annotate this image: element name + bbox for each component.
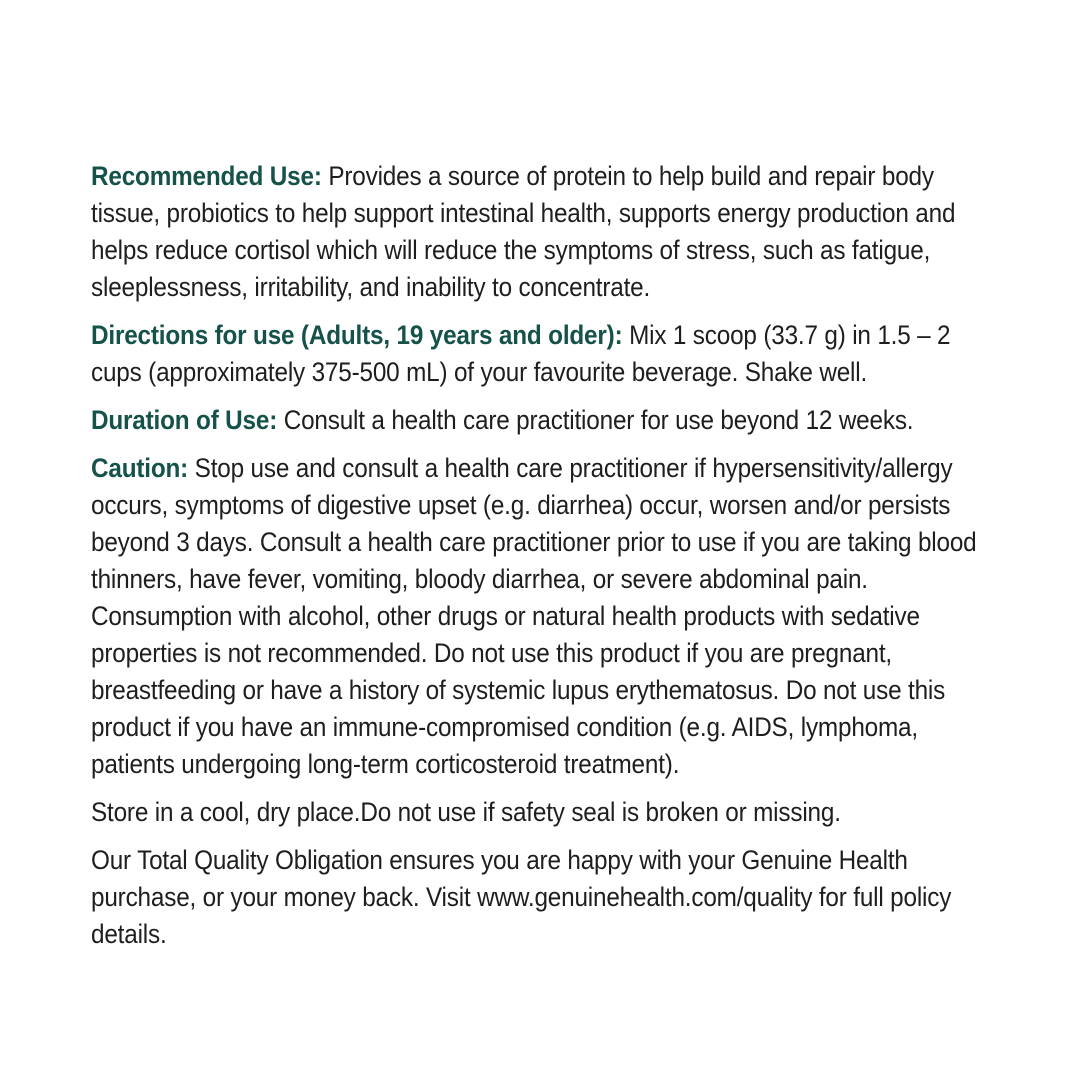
storage-text: Store in a cool, dry place.Do not use if safety seal is broken or missing.: [91, 797, 841, 827]
paragraph-recommended-use: [91, 158, 1007, 306]
duration-heading: Duration of Use:: [91, 405, 278, 435]
quality-obligation-text: Our Total Quality Obligation ensures you are happy with your Genuine Health purchase, or your money back. Visit www.genuinehealth.com/quality for full policy details.: [91, 845, 952, 949]
paragraph-caution: [91, 450, 1007, 783]
paragraph-duration: [91, 402, 1007, 439]
paragraph-storage: [91, 794, 1007, 831]
caution-text: Stop use and consult a health care practitioner if hypersensitivity/allergy occurs, symptoms of digestive upset (e.g. diarrhea) occur, worsen and/or persists beyond 3 days. Consult a health care practitioner prior to use if you are taking blood thinners, have fever, vomiting, bloody diarrhea, or severe abdominal pain. Consumption with alcohol, other drugs or natural health products with sedative properties is not recommended. Do not use this product if you are pregnant, breastfeeding or have a history of systemic lupus erythematosus. Do not use this product if you have an immune-compromised condition (e.g. AIDS, lymphoma, patients undergoing long-term corticosteroid treatment).: [91, 453, 977, 779]
label-text: [91, 158, 1007, 964]
directions-text: Mix 1 scoop (33.7 g) in 1.5 – 2 cups (approximately 375-500 mL) of your favourite beverage. Shake well.: [91, 320, 951, 387]
paragraph-quality-obligation: [91, 842, 1007, 953]
recommended-use-heading: Recommended Use:: [91, 161, 322, 191]
paragraph-directions: [91, 317, 1007, 391]
recommended-use-text: Provides a source of protein to help build and repair body tissue, probiotics to help support intestinal health, supports energy production and helps reduce cortisol which will reduce the symptoms of stress, such as fatigue, sleeplessness, irritability, and inability to concentrate.: [91, 161, 956, 302]
duration-text: Consult a health care practitioner for use beyond 12 weeks.: [283, 405, 914, 435]
caution-heading: Caution:: [91, 453, 189, 483]
directions-heading: Directions for use (Adults, 19 years and older):: [91, 320, 623, 350]
